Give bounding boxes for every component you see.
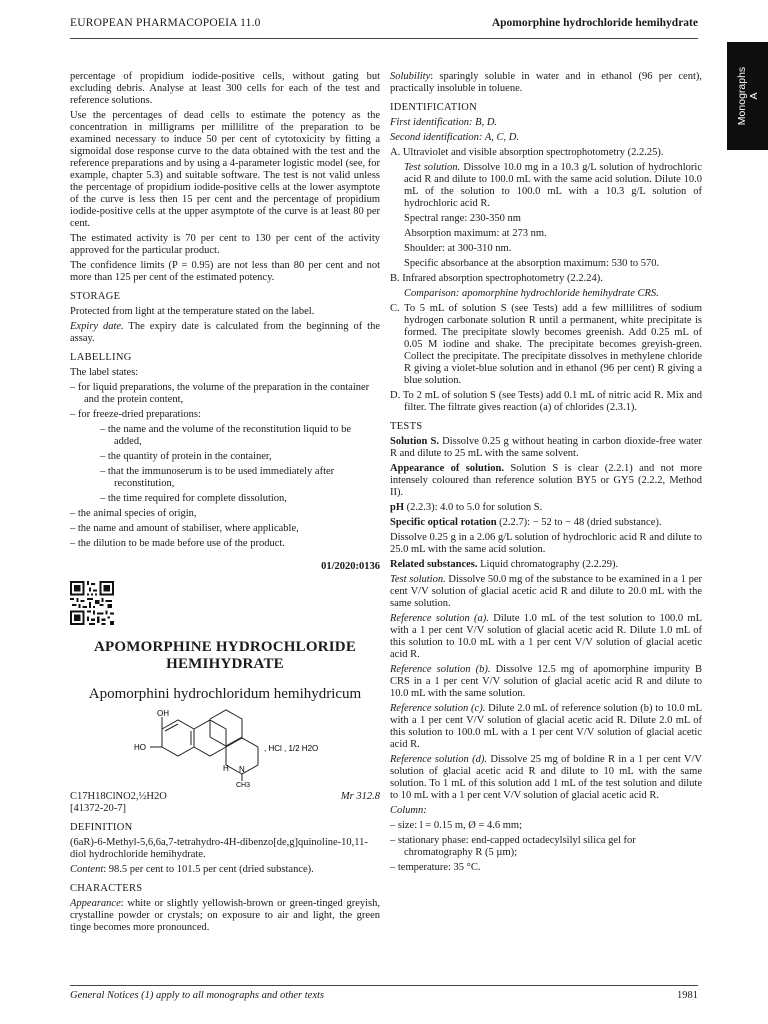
monograph-title: APOMORPHINE HYDROCHLORIDE HEMIHYDRATE	[93, 639, 357, 672]
characters-heading: CHARACTERS	[70, 883, 143, 894]
definition-heading: DEFINITION	[70, 822, 133, 833]
list-item: – for freeze-dried preparations:	[70, 409, 201, 420]
absorption-maximum: Absorption maximum: at 273 nm.	[404, 228, 547, 239]
list-item: – the animal species of origin,	[70, 508, 197, 519]
molecular-mass: Mr 312.8	[340, 791, 380, 802]
latin-title: Apomorphini hydrochloridum hemihydricum	[88, 686, 362, 702]
test-solution-text: Dissolve 10.0 mg in a 10.3 g/L solution of hydrochloric acid R and dilute to 100.0 mL with the same acid solution. Dilute 10.0 mL of the solution to 100.0 mL with a 10.3 g/L solution of hydrochloric acid R.	[404, 162, 702, 209]
labelling-heading: LABELLING	[70, 352, 132, 363]
column-temperature: – temperature: 35 °C.	[390, 862, 481, 873]
test-solution-paragraph	[390, 574, 702, 610]
reference-b-text: Dissolve 12.5 mg of apomorphine impurity B CRS in a 1 per cent V/V solution of glacial acetic acid R and dilute to 10.0 mL with the same solution.	[390, 664, 702, 699]
test-solution-label: Test solution.	[390, 574, 446, 585]
struct-label-ch3: CH3	[236, 782, 251, 787]
solution-s-paragraph	[390, 436, 702, 460]
reference-solution-a	[390, 613, 702, 661]
footer-rule	[70, 985, 698, 986]
molecular-formula-row	[70, 791, 380, 803]
list-item: – the name and amount of stabiliser, where applicable,	[70, 523, 299, 534]
ph-paragraph	[390, 502, 702, 514]
test-solution-label: Test solution.	[404, 162, 461, 173]
identification-b: B. Infrared absorption spectrophotometry (2.2.24).	[390, 273, 603, 284]
solubility-text: : sparingly soluble in water and in ethanol (96 per cent), practically insoluble in toluene.	[390, 71, 702, 94]
storage-heading: STORAGE	[70, 291, 121, 302]
appearance-solution-label: Appearance of solution.	[390, 463, 504, 474]
optical-rotation-label: Specific optical rotation	[390, 517, 497, 528]
column-label: Column:	[390, 805, 427, 816]
cas-number: [41372-20-7]	[70, 803, 126, 814]
right-column	[390, 71, 702, 877]
spectral-range: Spectral range: 230-350 nm	[404, 213, 521, 224]
struct-label-ho: HO	[134, 743, 146, 752]
paragraph: The confidence limits (P = 0.95) are not less than 80 per cent and not more than 125 per cent of the estimated potency.	[70, 260, 380, 283]
paragraph: The estimated activity is 70 per cent to 130 per cent of the activity approved for the particular product.	[70, 233, 380, 256]
appearance-label: Appearance	[70, 898, 121, 909]
appearance-paragraph	[70, 898, 380, 934]
struct-label-h: H	[223, 764, 229, 773]
paragraph: Use the percentages of dead cells to estimate the potency as the concentration in milligrams per millilitre of the preparation to be examined necessary to induce 50 per cent of cytotoxicity by fitting a sigmoidal dose response curve to the data obtained with the test and the reference preparations and by using a 4-parameter logistic model (see, for example, chapter 5.3) and suitable software. The test is not valid unless the percentage of propidium iodide-positive cells at the lower asymptote of the curve is less then 15 per cent and the percentage of propidium iodide-positive cells at the upper asymptote of the curve is at least 80 per cent.	[70, 110, 380, 229]
storage-text: Protected from light at the temperature stated on the label.	[70, 306, 315, 317]
column-size: – size: l = 0.15 m, Ø = 4.6 mm;	[390, 820, 523, 831]
content-paragraph	[70, 864, 380, 876]
label-states: The label states:	[70, 367, 139, 378]
left-column	[70, 71, 380, 937]
sub-list-item: – that the immunoserum is to be used immediately after reconstitution,	[100, 466, 335, 489]
footer-note: General Notices (1) apply to all monographs and other texts	[70, 990, 325, 1001]
identification-b-comparison: Comparison: apomorphine hydrochloride hemihydrate CRS.	[404, 288, 659, 299]
reference-a-text: Dilute 1.0 mL of the test solution to 100.0 mL with a 1 per cent V/V solution of glacial acetic acid R. Dilute 1.0 mL of this solution to 10.0 mL with a 1 per cent V/V solution of glacial acetic acid R.	[390, 613, 702, 660]
identification-c: C. To 5 mL of solution S (see Tests) add a few millilitres of sodium hydrogen carbonate solution R until a permanent, white precipitate is formed. The precipitate slowly becomes greenish. Add 0.25 mL of 0.05 M iodine and shake. The precipitate becomes greyish-green. Collect the precipitate. The precipitate dissolves in methylene chloride R giving a violet-blue solution and in ethanol (96 per cent) R giving a blue solution.	[390, 303, 702, 386]
monographs-side-tab	[727, 42, 768, 150]
tests-heading: TESTS	[390, 421, 423, 432]
content-label: Content	[70, 864, 104, 875]
related-substances-label: Related substances.	[390, 559, 478, 570]
page-header-left: EUROPEAN PHARMACOPOEIA 11.0	[70, 17, 261, 29]
identification-a: A. Ultraviolet and visible absorption spectrophotometry (2.2.25).	[390, 147, 664, 158]
optical-rotation-detail: Dissolve 0.25 g in a 2.06 g/L solution of hydrochloric acid R and dilute to 25.0 mL with the same acid solution.	[390, 532, 702, 555]
list-item: – for liquid preparations, the volume of the preparation in the container and the protein content,	[70, 382, 370, 405]
sub-list-item: – the name and the volume of the reconstitution liquid to be added,	[100, 424, 352, 447]
header-rule	[70, 38, 698, 39]
expiry-paragraph	[70, 321, 380, 345]
appearance-text: : white or slightly yellowish-brown or green-tinged greyish, crystalline powder or crystals; on exposure to air and light, the green tinge becomes more pronounced.	[70, 898, 380, 933]
reference-solution-b	[390, 664, 702, 700]
solution-s-label: Solution S.	[390, 436, 439, 447]
struct-label-salt: , HCl , 1/2 H2O	[264, 744, 319, 753]
identification-d: D. To 2 mL of solution S (see Tests) add 0.1 mL of nitric acid R. Mix and filter. The filtrate gives reaction (a) of chlorides (2.3.1).	[390, 390, 702, 413]
expiry-text: The expiry date is calculated from the beginning of the assay.	[70, 321, 380, 344]
side-tab-line2: A	[747, 92, 760, 100]
definition-text: (6aR)-6-Methyl-5,6,6a,7-tetrahydro-4H-dibenzo[de,g]quinoline-10,11-diol hydrochloride hemihydrate.	[70, 837, 368, 860]
specific-absorbance: Specific absorbance at the absorption maximum: 530 to 570.	[404, 258, 660, 269]
monograph-reference-code: 01/2020:0136	[321, 561, 380, 572]
related-substances-paragraph	[390, 559, 702, 571]
reference-b-label: Reference solution (b).	[390, 664, 491, 675]
sub-list-item: – the quantity of protein in the container,	[100, 451, 272, 462]
optical-rotation-text: (2.2.7): − 52 to − 48 (dried substance).	[496, 517, 662, 528]
ph-text: (2.2.3): 4.0 to 5.0 for solution S.	[404, 502, 543, 513]
qr-code-icon	[70, 581, 114, 625]
solution-s-text: Dissolve 0.25 g without heating in carbon dioxide-free water R and dilute to 25 mL with the same solvent.	[390, 436, 702, 459]
related-substances-text: Liquid chromatography (2.2.29).	[477, 559, 619, 570]
ph-label: pH	[390, 502, 405, 513]
chemical-structure-diagram	[130, 709, 330, 787]
shoulder: Shoulder: at 300-310 nm.	[404, 243, 512, 254]
molecular-formula: C17H18ClNO2,½H2O	[70, 791, 167, 802]
solubility-paragraph	[390, 71, 702, 95]
appearance-solution-text: Solution S is clear (2.2.1) and not more intensely coloured than reference solution BY5 or GY5 (2.2.2, Method II).	[390, 463, 702, 498]
reference-d-text: Dissolve 25 mg of boldine R in a 1 per cent V/V solution of glacial acetic acid R and dilute to 10 mL with the same solution. To 1 mL of this solution add 1 mL of the test solution and dilute to 10 mL with a 1 per cent V/V solution of glacial acetic acid R.	[390, 754, 702, 801]
identification-heading: IDENTIFICATION	[390, 102, 478, 113]
reference-solution-c	[390, 703, 702, 751]
sub-list-item: – the time required for complete dissolution,	[100, 493, 287, 504]
column-stationary-phase: – stationary phase: end-capped octadecylsilyl silica gel for chromatography R (5 µm);	[390, 835, 636, 858]
list-item: – the dilution to be made before use of the product.	[70, 538, 285, 549]
optical-rotation-paragraph	[390, 517, 702, 529]
ring-a	[162, 720, 194, 756]
second-identification: Second identification: A, C, D.	[390, 132, 519, 143]
reference-c-label: Reference solution (c).	[390, 703, 486, 714]
expiry-label: Expiry date.	[70, 321, 124, 332]
reference-solution-d	[390, 754, 702, 802]
page-header-right: Apomorphine hydrochloride hemihydrate	[491, 17, 698, 29]
side-tab-label	[736, 67, 760, 125]
struct-label-n: N	[239, 765, 245, 774]
reference-d-label: Reference solution (d).	[390, 754, 487, 765]
appearance-solution-paragraph	[390, 463, 702, 499]
qr-code	[70, 581, 380, 625]
page-number: 1981	[677, 990, 698, 1001]
first-identification: First identification: B, D.	[390, 117, 498, 128]
test-solution-text: Dissolve 50.0 mg of the substance to be examined in a 1 per cent V/V solution of glacial acetic acid R and dilute to 20.0 mL with the same solution.	[390, 574, 702, 609]
identification-a-test	[390, 162, 702, 210]
paragraph: percentage of propidium iodide-positive cells, without gating but excluding debris. Analyse at least 300 cells for each of the test and reference solutions.	[70, 71, 380, 106]
reference-c-text: Dilute 2.0 mL of reference solution (b) to 10.0 mL with a 1 per cent V/V solution of glacial acetic acid R. Dilute 2.0 mL of this solution to 100.0 mL with a 1 per cent V/V solution of glacial acetic acid R.	[390, 703, 702, 750]
side-tab-line1: Monographs	[735, 66, 748, 126]
reference-a-label: Reference solution (a).	[390, 613, 489, 624]
struct-label-oh: OH	[157, 709, 169, 718]
content-text: : 98.5 per cent to 101.5 per cent (dried substance).	[103, 864, 314, 875]
solubility-label: Solubility	[390, 71, 431, 82]
